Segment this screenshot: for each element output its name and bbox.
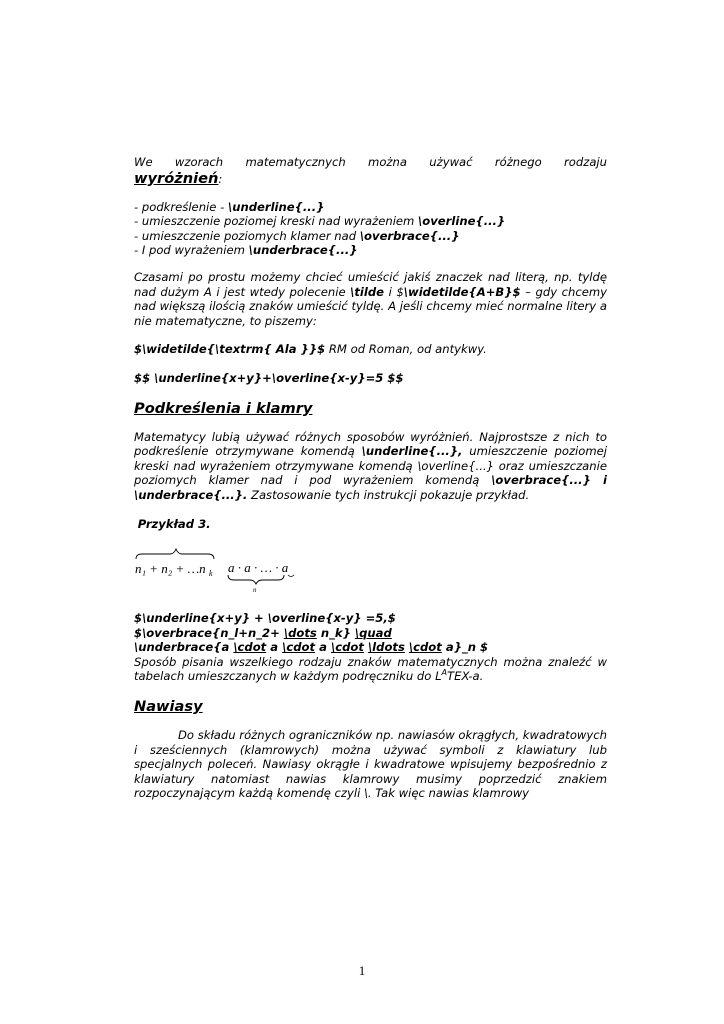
page-content <box>134 155 607 801</box>
underbrace-subscript: n <box>253 586 257 595</box>
code-line: $\overbrace{n_l+n_2+ \dots n_k} \quad <box>134 625 392 640</box>
list-item: - I pod wyrażeniem \underbrace{...} <box>134 243 358 258</box>
list-item: - umieszczenie poziomej kreski nad wyrażeniem \overline{...} <box>134 214 506 229</box>
intro-line-2 <box>134 170 607 188</box>
page-number: 1 <box>358 963 366 978</box>
section-heading-klamry: Podkreślenia i klamry <box>134 399 313 417</box>
command-tilde: \tilde <box>350 284 385 299</box>
intro-line <box>134 155 607 170</box>
paragraph-nawiasy: Do składu różnych ograniczników np. nawiasów okrągłych, kwadratowych i sześciennych (klamrowych) można używać symboli z klawiatury lub specjalnych poleceń. Nawiasy okrągłe i kwadratowe wpisujemy bezpośrednio z klawiatury natomiast nawias klamrowy musimy poprzedzić znakiem rozpoczynającym każdą komendę czyli \. Tak więc nawias klamrowy <box>134 728 607 801</box>
underbrace-shape <box>228 575 284 584</box>
highlight-word: wyróżnień <box>134 169 219 187</box>
math-figure-svg <box>134 547 334 595</box>
command-underline: \underline{...} <box>227 199 325 214</box>
code-line: \underbrace{a \cdot a \cdot a \cdot \ldots \cdot a}_n $ <box>134 640 489 655</box>
example-underline-overline: $$ \underline{x+y}+\overline{x-y}=5 $$ <box>134 370 404 385</box>
right-expression: a · a · … · a <box>228 560 289 576</box>
left-expression: n₁ + n₂ + …n <box>135 561 206 577</box>
command-list <box>134 200 607 258</box>
example-widetilde: $\widetilde{\textrm{ Ala }}$ RM od Roman, od antykwy. <box>134 342 487 357</box>
list-item: - podkreślenie - \underline{...} <box>134 199 325 214</box>
colon: : <box>218 171 223 186</box>
list-item: - umieszczenie poziomych klamer nad \overbrace{...} <box>134 228 460 243</box>
command-widetilde: \widetilde{A+B}$ <box>403 284 521 299</box>
command-underbrace: \underbrace{...} <box>248 243 358 258</box>
example-label: Przykład 3. <box>137 516 211 531</box>
math-rendered-example <box>134 547 334 595</box>
intro-text: We wzorach matematycznych można używać różnego rodzaju <box>134 155 607 169</box>
command-overline: \overline{...} <box>418 214 506 229</box>
overbrace-shape <box>136 549 214 559</box>
section-heading-nawiasy: Nawiasy <box>134 698 203 716</box>
code-line: $\underline{x+y} + \overline{x-y} =5,$ <box>134 611 396 626</box>
command-overbrace: \overbrace{...} <box>359 228 460 243</box>
paragraph-klamry: Matematycy lubią używać różnych sposobów wyróżnień. Najprostsze z nich to podkreślenie otrzymywane komendą \underline{...}, umieszczenie poziomej kreski nad wyrażeniem otrzymywane komendą \overline{...} oraz umieszczanie poziomych klamer nad i pod wyrażeniem komendą \overbrace{...} i \underbrace{...}. Zastosowanie tych instrukcji pokazuje przykład. <box>134 429 607 502</box>
paragraph-tilde: Czasami po prostu możemy chcieć umieścić jakiś znaczek nad literą, np. tyldę nad dużym A i jest wtedy polecenie \tilde i $\widetilde{A+B}$ – gdy chcemy nad większą ilością znaków umieścić tyldę. A jeśli chcemy mieć normalne litery a nie matematyczne, to piszemy: <box>134 269 608 328</box>
latex-code <box>134 611 607 655</box>
small-brace-mark <box>288 575 294 577</box>
left-expression-subscript: k <box>209 569 213 579</box>
paragraph-tables: Sposób pisania wszelkiego rodzaju znaków matematycznych można znaleźć w tabelach umieszczanych w każdym podręczniku do $L^ATEX-a$. <box>134 654 607 684</box>
